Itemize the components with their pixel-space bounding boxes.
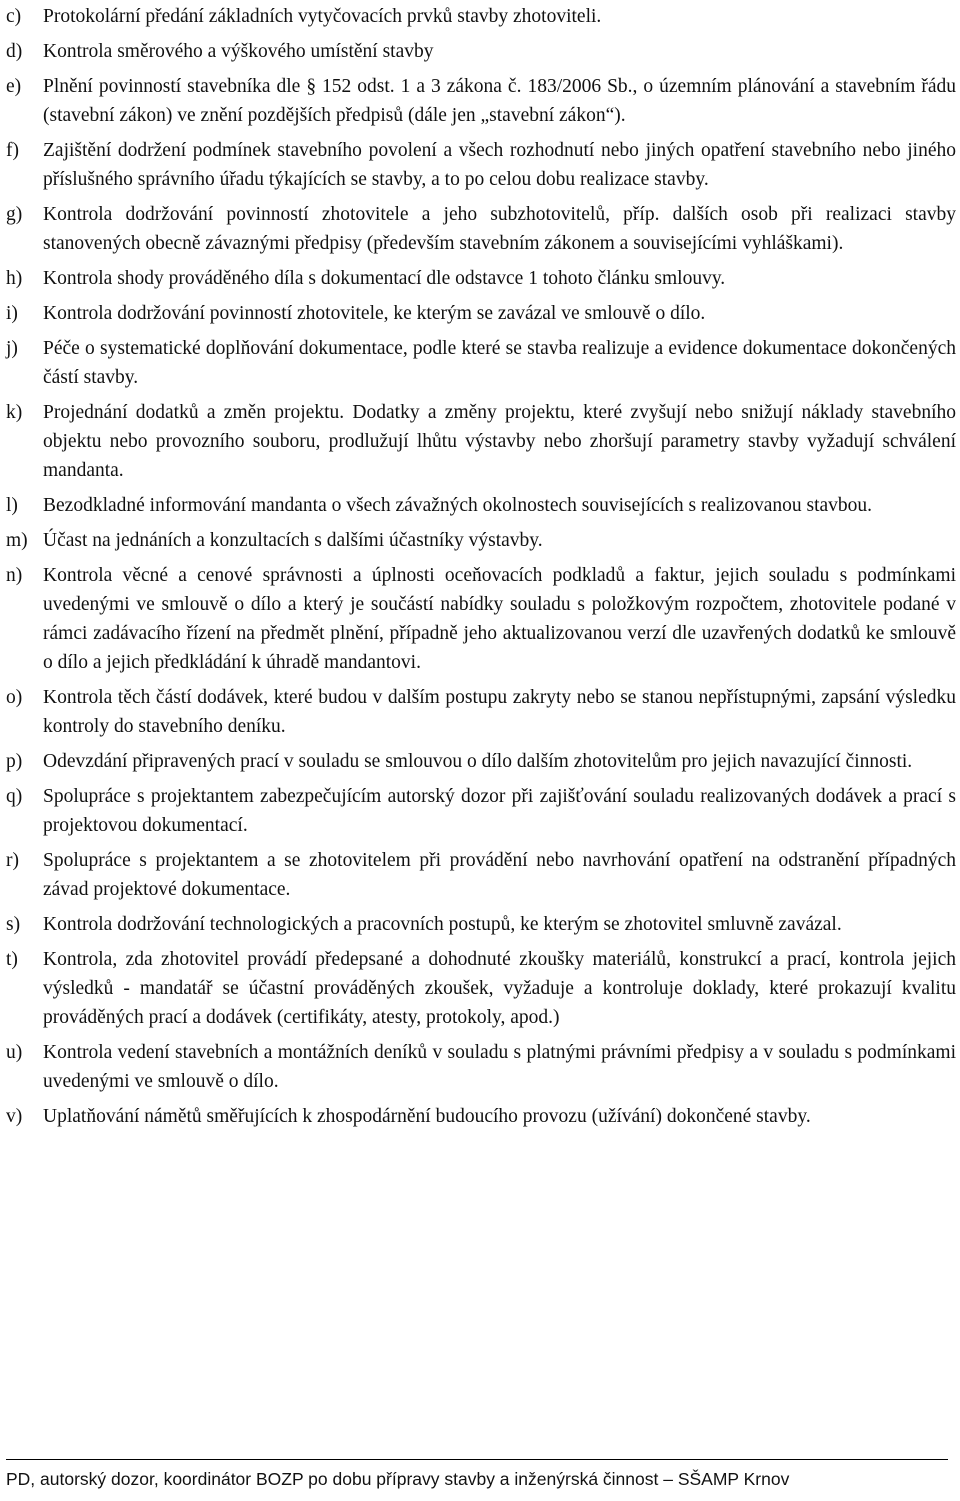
list-item-label: q) — [6, 786, 23, 807]
list-item — [6, 200, 956, 258]
list-item-label: u) — [6, 1042, 23, 1063]
list-item-label: j) — [6, 338, 18, 359]
list-item-text: Účast na jednáních a konzultacích s dalšími účastníky výstavby. — [43, 530, 543, 551]
list-item-text: Kontrola směrového a výškového umístění stavby — [43, 41, 434, 62]
list-item-text: Spolupráce s projektantem a se zhotovitelem při provádění nebo navrhování opatření na odstranění případných závad projektové dokumentace. — [43, 850, 956, 900]
list-item — [6, 526, 956, 555]
list-item-label: h) — [6, 268, 23, 289]
list-item-text: Zajištění dodržení podmínek stavebního povolení a všech rozhodnutí nebo jiných opatření stavebního nebo jiného příslušného správního úřadu týkajících se stavby, a to po celou dobu realizace stavby. — [43, 140, 956, 190]
list-item-text: Kontrola dodržování povinností zhotovitele a jeho subzhotovitelů, příp. dalších osob při realizaci stavby stanovených obecně závaznými předpisy (především stavebním zákonem a souvisejícími vyhláškami). — [43, 204, 956, 254]
list-item — [6, 846, 956, 904]
list-item-text: Bezodkladné informování mandanta o všech závažných okolnostech souvisejících s realizovanou stavbou. — [43, 495, 873, 516]
page-footer: PD, autorský dozor, koordinátor BOZP po dobu přípravy stavby a inženýrská činnost – SŠAMP Krnov — [6, 1469, 790, 1489]
list-item-label: c) — [6, 6, 22, 27]
list-item-label: i) — [6, 303, 18, 324]
list-item — [6, 72, 956, 130]
list-item-text: Kontrola těch částí dodávek, které budou v dalším postupu zakryty nebo se stanou nepřístupnými, zapsání výsledku kontroly do stavebního deníku. — [43, 687, 956, 737]
list-item-label: t) — [6, 949, 18, 970]
list-item-text: Protokolární předání základních vytyčovacích prvků stavby zhotoviteli. — [43, 6, 602, 27]
list-item — [6, 299, 956, 328]
list-item-text: Projednání dodatků a změn projektu. Dodatky a změny projektu, které zvyšují nebo snižují náklady stavebního objektu nebo provozního souboru, prodlužují lhůtu výstavby nebo zhoršují parametry stavby vyžadují schválení mandanta. — [43, 402, 956, 481]
list-item-text: Péče o systematické doplňování dokumentace, podle které se stavba realizuje a evidence dokumentace dokončených částí stavby. — [43, 338, 956, 388]
list-item — [6, 136, 956, 194]
list-item — [6, 2, 956, 31]
list-item — [6, 491, 956, 520]
list-item-label: l) — [6, 495, 18, 516]
list-item-label: e) — [6, 76, 22, 97]
list-item-text: Kontrola věcné a cenové správnosti a úplnosti oceňovacích podkladů a faktur, jejich souladu s podmínkami uvedenými ve smlouvě o dílo a který je součástí nabídky souladu s položkovým rozpočtem, zhotovitele podané v rámci zadávacího řízení na předmět plnění, případně jeho aktualizovanou verzí dle uzavřených dodatků ke smlouvě o dílo a jejich předkládání k úhradě mandantovi. — [43, 565, 956, 673]
list-item — [6, 945, 956, 1032]
footer-divider — [6, 1459, 948, 1460]
list-item — [6, 264, 956, 293]
list-item-text: Kontrola dodržování povinností zhotovitele, ke kterým se zavázal ve smlouvě o dílo. — [43, 303, 706, 324]
list-item — [6, 561, 956, 677]
list-item — [6, 782, 956, 840]
list-item-text: Spolupráce s projektantem zabezpečujícím autorský dozor při zajišťování souladu realizovaných dodávek a prací s projektovou dokumentací. — [43, 786, 956, 836]
list-item-text: Kontrola shody prováděného díla s dokumentací dle odstavce 1 tohoto článku smlouvy. — [43, 268, 726, 289]
list-item — [6, 1102, 956, 1131]
list-item-text: Uplatňování námětů směřujících k zhospodárnění budoucího provozu (užívání) dokončené stavby. — [43, 1106, 811, 1127]
list-item-text: Plnění povinností stavebníka dle § 152 odst. 1 a 3 zákona č. 183/2006 Sb., o územním plánování a stavebním řádu (stavební zákon) ve znění pozdějších předpisů (dále jen „stavební zákon“). — [43, 76, 956, 126]
list-item-text: Kontrola, zda zhotovitel provádí předepsané a dohodnuté zkoušky materiálů, konstrukcí a prací, kontrola jejich výsledků - mandatář se účastní prováděných zkoušek, vyžaduje a kontroluje doklady, které prokazují kvalitu prováděných prací a dodávek (certifikáty, atesty, protokoly, apod.) — [43, 949, 956, 1028]
list-item-label: g) — [6, 204, 23, 225]
list-item — [6, 683, 956, 741]
list-item-label: s) — [6, 914, 21, 935]
list-item-label: f) — [6, 140, 19, 161]
list-item-text: Kontrola vedení stavebních a montážních deníků v souladu s platnými právními předpisy a v souladu s podmínkami uvedenými ve smlouvě o dílo. — [43, 1042, 956, 1092]
list-item-label: d) — [6, 41, 23, 62]
list-item-label: p) — [6, 751, 23, 772]
list-item-label: v) — [6, 1106, 23, 1127]
list-item-label: o) — [6, 687, 23, 708]
duties-list — [6, 2, 956, 1137]
list-item — [6, 910, 956, 939]
list-item — [6, 334, 956, 392]
list-item-label: r) — [6, 850, 19, 871]
list-item-label: k) — [6, 402, 23, 423]
list-item — [6, 37, 956, 66]
list-item-text: Kontrola dodržování technologických a pracovních postupů, ke kterým se zhotovitel smluvně zavázal. — [43, 914, 842, 935]
list-item-text: Odevzdání připravených prací v souladu se smlouvou o dílo dalším zhotovitelům pro jejich navazující činnosti. — [43, 751, 913, 772]
list-item — [6, 1038, 956, 1096]
list-item — [6, 398, 956, 485]
list-item-label: n) — [6, 565, 23, 586]
list-item — [6, 747, 956, 776]
list-item-label: m) — [6, 530, 28, 551]
